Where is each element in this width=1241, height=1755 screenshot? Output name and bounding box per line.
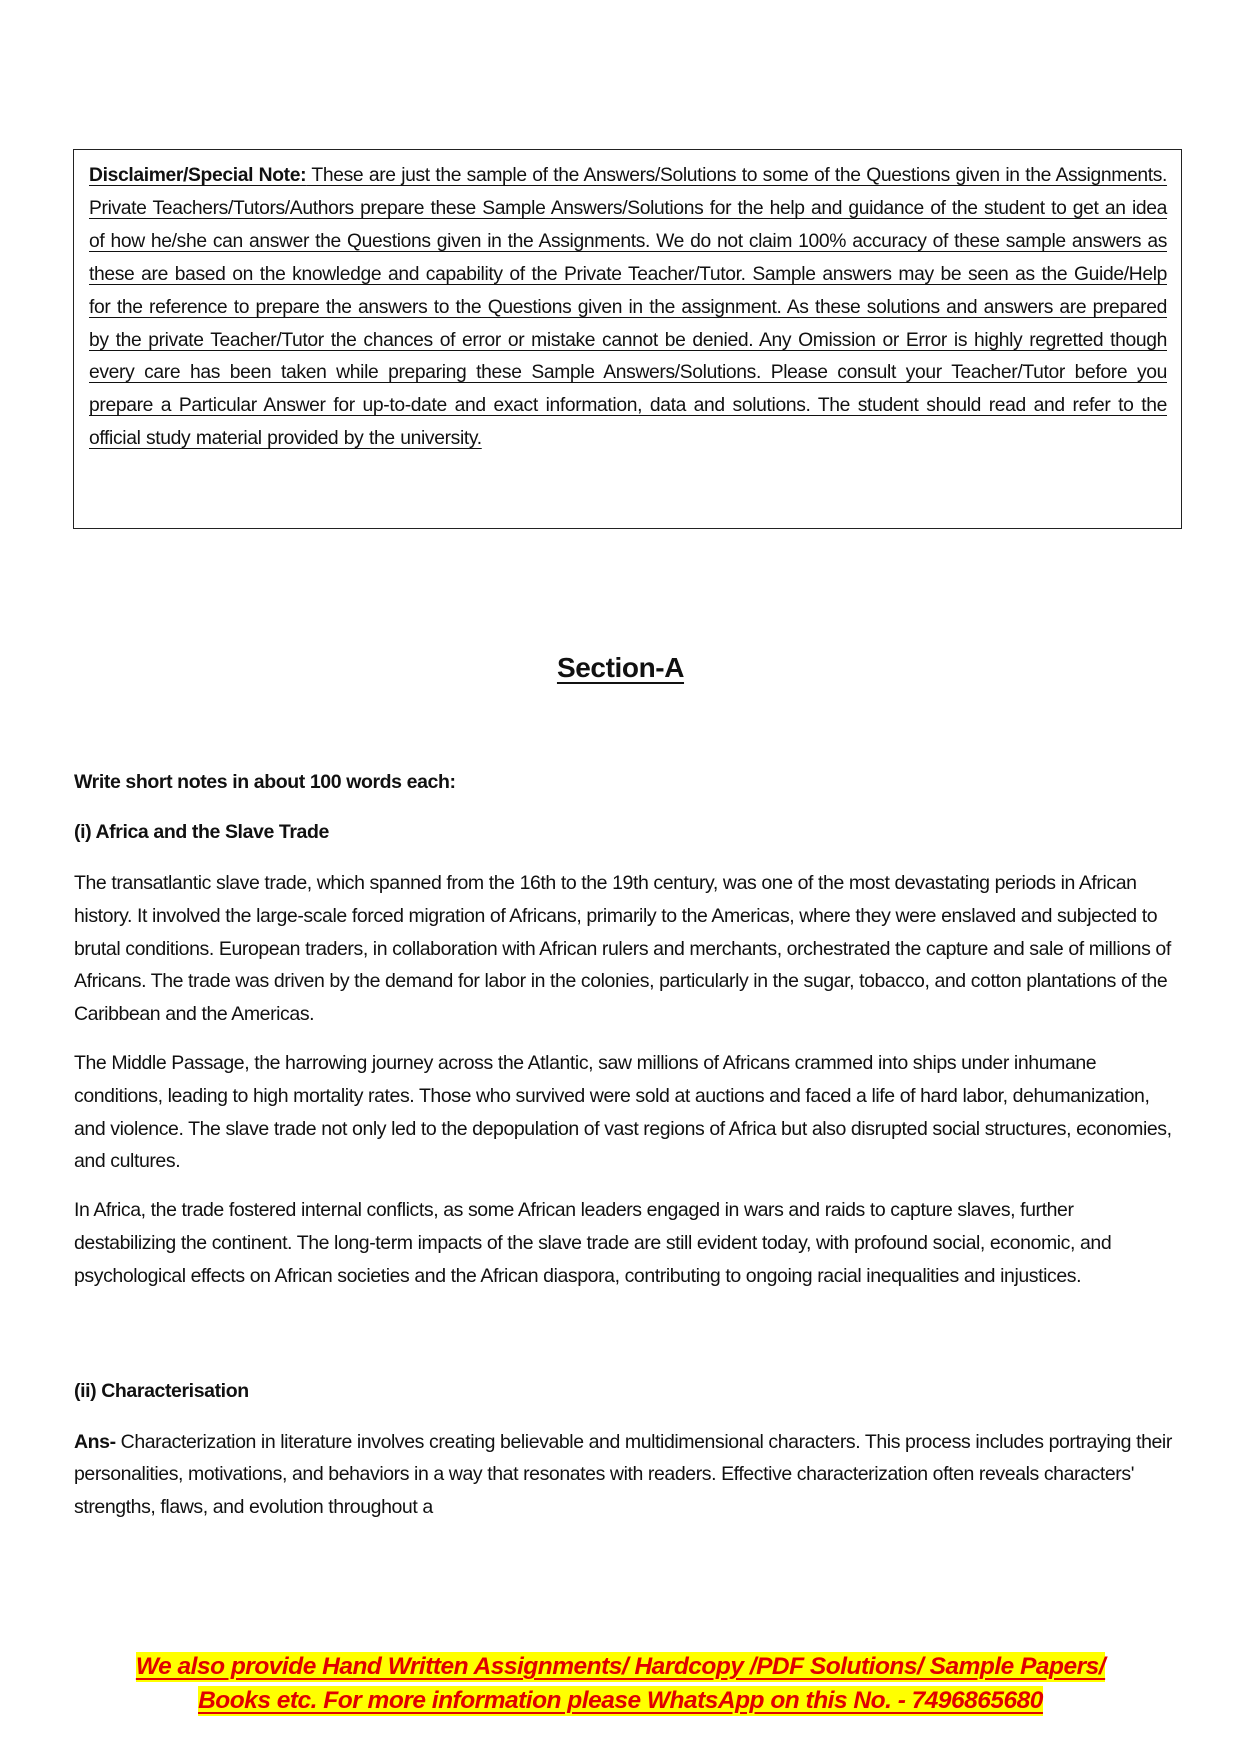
footer-promo-banner [0,1650,1241,1718]
answer-text: Characterization in literature involves creating believable and multidimensional characters. This process includes portraying their personalities, motivations, and behaviors in a way that resonates with readers. Effective characterization often reveals characters' strengths, flaws, and evolution throughout a [74,1430,1172,1519]
question-2-answer [74,1426,1174,1524]
question-1-paragraph-1: The transatlantic slave trade, which spanned from the 16th to the 19th century, was one of the most devastating periods in African history. It involved the large-scale forced migration of Africans, primarily to the Americas, where they were enslaved and subjected to brutal conditions. European traders, in collaboration with African rulers and merchants, orchestrated the capture and sale of millions of Africans. The trade was driven by the demand for labor in the colonies, particularly in the sugar, tobacco, and cotton plantations of the Caribbean and the Americas. [74,872,1171,1026]
disclaimer-label: Disclaimer/Special Note: [89,165,307,186]
disclaimer-box [73,149,1182,529]
question-1-paragraph-3: In Africa, the trade fostered internal conflicts, as some African leaders engaged in wars and raids to capture slaves, further destabilizing the continent. The long-term impacts of the slave trade are still evident today, with profound social, economic, and psychological effects on African societies and the African diaspora, contributing to ongoing racial inequalities and injustices. [74,1199,1112,1287]
footer-line-1: We also provide Hand Written Assignments/ Hardcopy /PDF Solutions/ Sample Papers/ [135,1653,1106,1680]
footer-line-2: Books etc. For more information please WhatsApp on this No. - 7496865680 [198,1687,1043,1714]
answer-label: Ans- [74,1430,116,1453]
instruction-text: Write short notes in about 100 words each: [74,771,456,793]
section-heading: Section-A [556,652,685,683]
question-1-title: (i) Africa and the Slave Trade [74,821,329,843]
disclaimer-text-block [89,160,1167,456]
disclaimer-body: These are just the sample of the Answers/Solutions to some of the Questions given in the Assignments. Private Teachers/Tutors/Authors prepare these Sample Answers/Solutions for the help and guidance of the student to get an idea of how he/she can answer the Questions given in the Assignments. We do not claim 100% accuracy of these sample answers as these are based on the knowledge and capability of the Private Teacher/Tutor. Sample answers may be seen as the Guide/Help for the reference to prepare the answers to the Questions given in the assignment. As these solutions and answers are prepared by the private Teacher/Tutor the chances of error or mistake cannot be denied. Any Omission or Error is highly regretted though every care has been taken while preparing these Sample Answers/Solutions. Please consult your Teacher/Tutor before you prepare a Particular Answer for up-to-date and exact information, data and solutions. The student should read and refer to the official study material provided by the university. [89,165,1168,450]
question-2-title: (ii) Characterisation [74,1379,249,1402]
question-1-paragraph-2: The Middle Passage, the harrowing journey across the Atlantic, saw millions of Africans crammed into ships under inhumane conditions, leading to high mortality rates. Those who survived were sold at auctions and faced a life of hard labor, dehumanization, and violence. The slave trade not only led to the depopulation of vast regions of Africa but also disrupted social structures, economies, and cultures. [74,1051,1172,1173]
main-content [74,768,1174,1540]
